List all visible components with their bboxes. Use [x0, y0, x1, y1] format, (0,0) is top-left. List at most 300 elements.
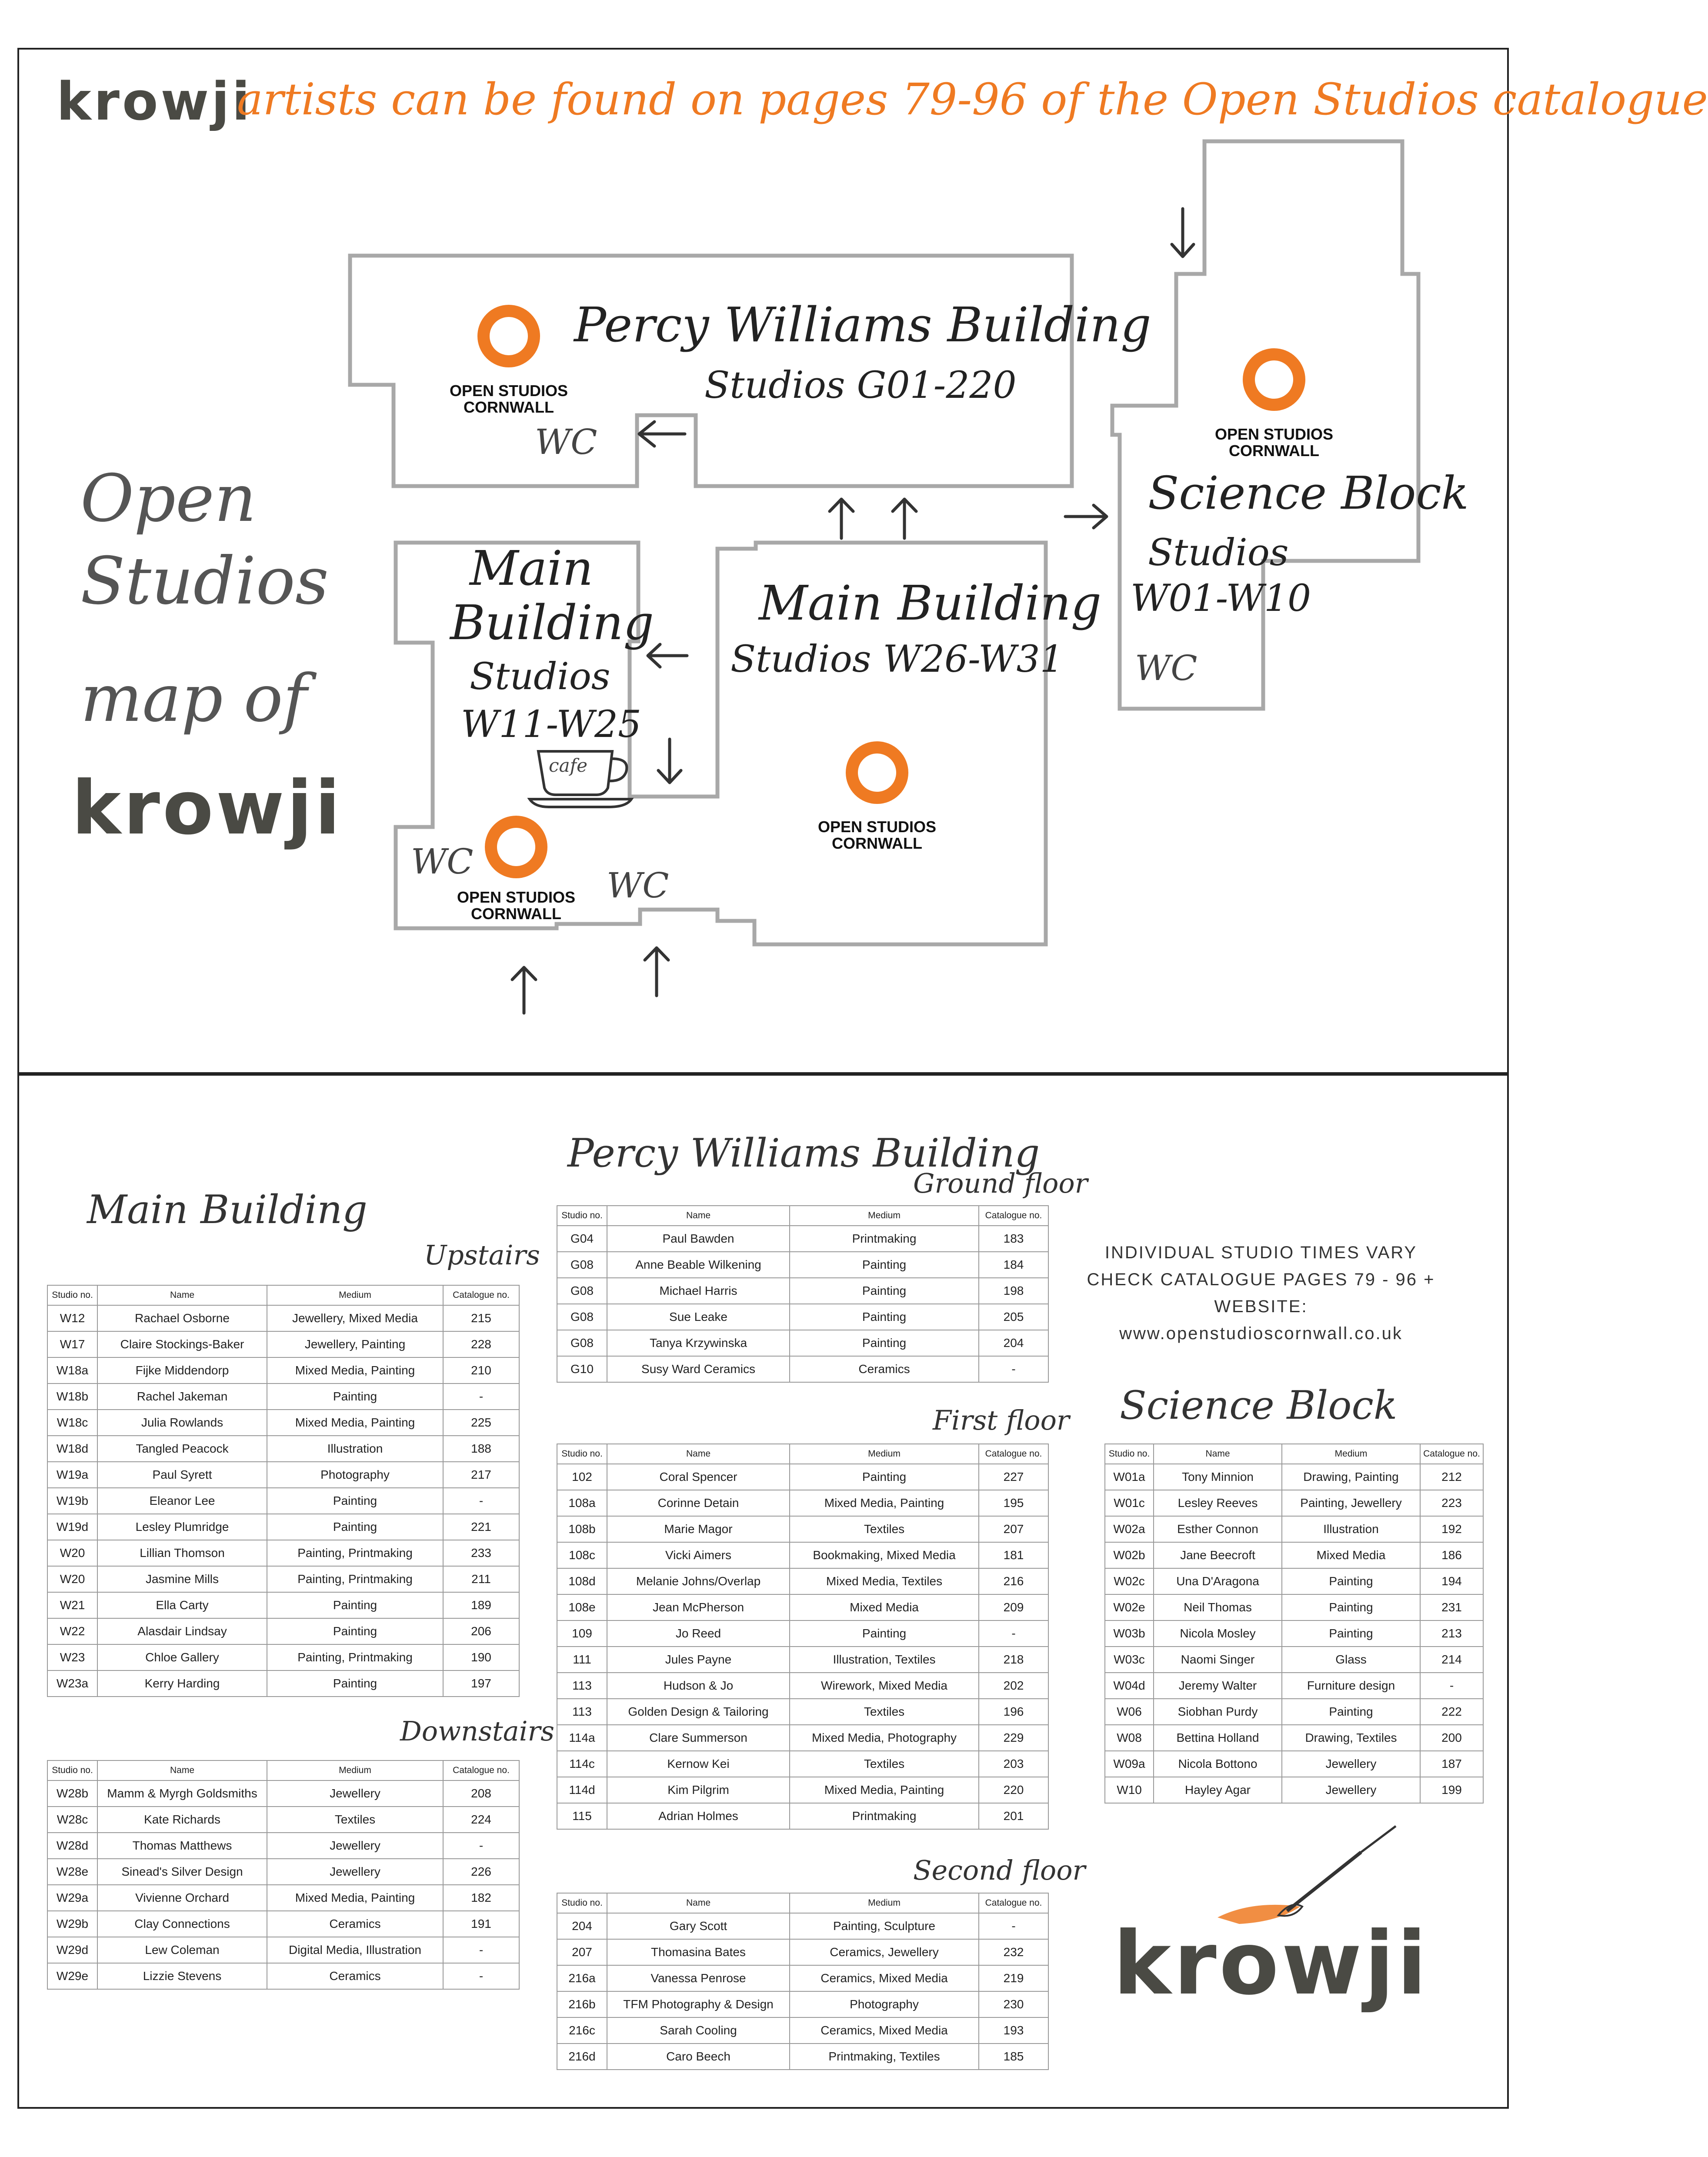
studio-number-cell: W18c — [47, 1410, 97, 1436]
studio-number-cell: G04 — [557, 1226, 607, 1252]
medium-cell: Textiles — [790, 1699, 979, 1725]
catalogue-number-cell: 218 — [979, 1647, 1048, 1673]
table-row — [557, 1673, 1048, 1699]
medium-cell: Painting — [790, 1464, 979, 1490]
table-row — [47, 1540, 519, 1566]
column-header: Studio no. — [557, 1444, 607, 1464]
studio-number-cell: W01a — [1105, 1464, 1154, 1490]
table-row — [1105, 1568, 1483, 1594]
studio-number-cell: 102 — [557, 1464, 607, 1490]
artist-name-cell: Golden Design & Tailoring — [607, 1699, 790, 1725]
catalogue-number-cell: 190 — [443, 1644, 519, 1670]
catalogue-number-cell: 211 — [443, 1566, 519, 1592]
catalogue-number-cell: 210 — [443, 1357, 519, 1384]
osc-label — [807, 819, 947, 852]
medium-cell: Ceramics — [267, 1911, 443, 1937]
catalogue-number-cell: 216 — [979, 1568, 1048, 1594]
main-left-studios: Studios — [470, 655, 610, 698]
studio-number-cell: 114d — [557, 1777, 607, 1803]
column-header: Name — [607, 1893, 790, 1913]
catalogue-number-cell: - — [443, 1488, 519, 1514]
osc-line: CORNWALL — [464, 398, 554, 416]
column-header: Studio no. — [47, 1285, 97, 1305]
table-row — [557, 1913, 1048, 1939]
studio-number-cell: W19b — [47, 1488, 97, 1514]
medium-cell: Mixed Media, Painting — [267, 1410, 443, 1436]
artist-name-cell: Mamm & Myrgh Goldsmiths — [97, 1780, 267, 1807]
percy-building-name: Percy Williams Building — [574, 297, 1151, 353]
catalogue-number-cell: 229 — [979, 1725, 1048, 1751]
studio-number-cell: 113 — [557, 1673, 607, 1699]
catalogue-number-cell: 181 — [979, 1542, 1048, 1568]
studio-number-cell: W29e — [47, 1963, 97, 1989]
main-upstairs-table — [47, 1285, 520, 1697]
artist-name-cell: Nicola Mosley — [1154, 1620, 1282, 1647]
column-header: Medium — [790, 1444, 979, 1464]
table-row — [47, 1331, 519, 1357]
catalogue-number-cell: 186 — [1420, 1542, 1483, 1568]
medium-cell: Mixed Media, Painting — [267, 1357, 443, 1384]
studio-number-cell: W21 — [47, 1592, 97, 1618]
table-row — [557, 1330, 1048, 1356]
table-header-row — [1105, 1444, 1483, 1464]
catalogue-number-cell: - — [443, 1963, 519, 1989]
catalogue-number-cell: 233 — [443, 1540, 519, 1566]
column-header: Studio no. — [557, 1206, 607, 1226]
medium-cell: Jewellery, Mixed Media — [267, 1305, 443, 1331]
medium-cell: Wirework, Mixed Media — [790, 1673, 979, 1699]
artist-name-cell: Paul Bawden — [607, 1226, 790, 1252]
map-title-line: Studios — [80, 543, 329, 619]
table-row — [557, 1939, 1048, 1965]
table-row — [557, 1647, 1048, 1673]
medium-cell: Jewellery — [1282, 1751, 1420, 1777]
medium-cell: Ceramics — [267, 1963, 443, 1989]
artist-name-cell: Clay Connections — [97, 1911, 267, 1937]
studio-number-cell: W20 — [47, 1566, 97, 1592]
catalogue-number-cell: 201 — [979, 1803, 1048, 1829]
column-header: Catalogue no. — [979, 1893, 1048, 1913]
medium-cell: Ceramics, Jewellery — [790, 1939, 979, 1965]
catalogue-number-cell: 182 — [443, 1885, 519, 1911]
studio-times-note — [1052, 1239, 1470, 1347]
artist-name-cell: Adrian Holmes — [607, 1803, 790, 1829]
column-header: Medium — [267, 1760, 443, 1780]
osc-line: CORNWALL — [471, 905, 561, 923]
info-line: INDIVIDUAL STUDIO TIMES VARY — [1104, 1243, 1418, 1262]
column-header: Medium — [790, 1893, 979, 1913]
catalogue-number-cell: 204 — [979, 1330, 1048, 1356]
artist-name-cell: Thomas Matthews — [97, 1833, 267, 1859]
cafe-label: cafe — [549, 755, 587, 776]
osc-ring-icon — [1249, 354, 1299, 405]
table-row — [1105, 1751, 1483, 1777]
artist-name-cell: Corinne Detain — [607, 1490, 790, 1516]
table-row — [47, 1807, 519, 1833]
artist-name-cell: Naomi Singer — [1154, 1647, 1282, 1673]
catalogue-number-cell: 226 — [443, 1859, 519, 1885]
medium-cell: Mixed Media, Photography — [790, 1725, 979, 1751]
table-row — [47, 1357, 519, 1384]
catalogue-number-cell: 225 — [443, 1410, 519, 1436]
artist-name-cell: Esther Connon — [1154, 1516, 1282, 1542]
artist-name-cell: Marie Magor — [607, 1516, 790, 1542]
studio-number-cell: 113 — [557, 1699, 607, 1725]
artist-name-cell: Kerry Harding — [97, 1670, 267, 1697]
catalogue-number-cell: 194 — [1420, 1568, 1483, 1594]
artist-name-cell: Rachael Osborne — [97, 1305, 267, 1331]
artist-name-cell: Lillian Thomson — [97, 1540, 267, 1566]
medium-cell: Drawing, Painting — [1282, 1464, 1420, 1490]
artist-name-cell: Jasmine Mills — [97, 1566, 267, 1592]
table-row — [557, 1278, 1048, 1304]
studio-number-cell: 109 — [557, 1620, 607, 1647]
table-row — [47, 1462, 519, 1488]
table-row — [557, 1516, 1048, 1542]
catalogue-number-cell: 217 — [443, 1462, 519, 1488]
table-row — [1105, 1516, 1483, 1542]
medium-cell: Painting — [267, 1618, 443, 1644]
medium-cell: Textiles — [790, 1751, 979, 1777]
table-row — [557, 1594, 1048, 1620]
medium-cell: Painting — [790, 1620, 979, 1647]
artist-name-cell: Michael Harris — [607, 1278, 790, 1304]
studio-number-cell: 114a — [557, 1725, 607, 1751]
catalogue-number-cell: 184 — [979, 1252, 1048, 1278]
catalogue-number-cell: 197 — [443, 1670, 519, 1697]
studio-number-cell: W02e — [1105, 1594, 1154, 1620]
osc-line: CORNWALL — [1229, 442, 1319, 460]
column-header: Medium — [267, 1285, 443, 1305]
medium-cell: Painting — [267, 1514, 443, 1540]
catalogue-number-cell: 193 — [979, 2017, 1048, 2044]
science-studios-range: W01-W10 — [1131, 577, 1311, 620]
artist-name-cell: Tangled Peacock — [97, 1436, 267, 1462]
medium-cell: Photography — [790, 1991, 979, 2017]
wc-label: WC — [607, 865, 669, 906]
column-header: Name — [97, 1760, 267, 1780]
medium-cell: Painting — [1282, 1568, 1420, 1594]
artist-name-cell: Neil Thomas — [1154, 1594, 1282, 1620]
studio-number-cell: W02a — [1105, 1516, 1154, 1542]
studio-number-cell: W28e — [47, 1859, 97, 1885]
table-row — [47, 1305, 519, 1331]
catalogue-number-cell: 214 — [1420, 1647, 1483, 1673]
studio-number-cell: 114c — [557, 1751, 607, 1777]
catalogue-number-cell: - — [979, 1620, 1048, 1647]
table-row — [1105, 1699, 1483, 1725]
medium-cell: Bookmaking, Mixed Media — [790, 1542, 979, 1568]
catalogue-number-cell: 230 — [979, 1991, 1048, 2017]
table-row — [557, 1490, 1048, 1516]
studio-number-cell: G08 — [557, 1252, 607, 1278]
catalogue-number-cell: 188 — [443, 1436, 519, 1462]
studio-number-cell: W09a — [1105, 1751, 1154, 1777]
artist-name-cell: Thomasina Bates — [607, 1939, 790, 1965]
percy-first-table — [557, 1444, 1049, 1830]
artist-name-cell: Kim Pilgrim — [607, 1777, 790, 1803]
catalogue-number-cell: 206 — [443, 1618, 519, 1644]
artist-name-cell: Nicola Bottono — [1154, 1751, 1282, 1777]
table-row — [47, 1566, 519, 1592]
studio-number-cell: 108e — [557, 1594, 607, 1620]
studio-number-cell: W22 — [47, 1618, 97, 1644]
medium-cell: Painting — [1282, 1620, 1420, 1647]
percy-studios-range: Studios G01-220 — [704, 364, 1017, 407]
medium-cell: Painting — [267, 1384, 443, 1410]
studio-number-cell: 207 — [557, 1939, 607, 1965]
osc-label — [439, 383, 578, 416]
osc-label — [1204, 426, 1344, 459]
table-header-row — [557, 1893, 1048, 1913]
studio-number-cell: W28d — [47, 1833, 97, 1859]
artist-name-cell: Gary Scott — [607, 1913, 790, 1939]
medium-cell: Illustration — [267, 1436, 443, 1462]
studio-number-cell: W28c — [47, 1807, 97, 1833]
arrow-up-icon — [830, 499, 853, 538]
table-row — [1105, 1542, 1483, 1568]
studio-number-cell: G08 — [557, 1278, 607, 1304]
medium-cell: Illustration — [1282, 1516, 1420, 1542]
catalogue-number-cell: 189 — [443, 1592, 519, 1618]
table-header-row — [47, 1760, 519, 1780]
arrow-up-icon — [893, 499, 916, 538]
column-header: Medium — [1282, 1444, 1420, 1464]
column-header: Catalogue no. — [443, 1285, 519, 1305]
artist-name-cell: Jane Beecroft — [1154, 1542, 1282, 1568]
column-header: Studio no. — [47, 1760, 97, 1780]
table-row — [47, 1885, 519, 1911]
medium-cell: Mixed Media, Painting — [790, 1490, 979, 1516]
artist-name-cell: Tony Minnion — [1154, 1464, 1282, 1490]
artist-name-cell: Rachel Jakeman — [97, 1384, 267, 1410]
table-row — [47, 1670, 519, 1697]
table-row — [557, 1699, 1048, 1725]
artist-name-cell: Lizzie Stevens — [97, 1963, 267, 1989]
column-header: Studio no. — [1105, 1444, 1154, 1464]
science-studios-label: Studios — [1148, 531, 1289, 574]
osc-line: CORNWALL — [832, 834, 922, 852]
catalogue-number-cell: 220 — [979, 1777, 1048, 1803]
medium-cell: Printmaking — [790, 1226, 979, 1252]
table-row — [557, 2044, 1048, 2070]
medium-cell: Illustration, Textiles — [790, 1647, 979, 1673]
medium-cell: Painting — [1282, 1699, 1420, 1725]
column-header: Name — [1154, 1444, 1282, 1464]
table-row — [557, 1568, 1048, 1594]
table-row — [47, 1963, 519, 1989]
catalogue-number-cell: - — [443, 1833, 519, 1859]
table-row — [557, 1620, 1048, 1647]
catalogue-number-cell: - — [443, 1937, 519, 1963]
table-header-row — [557, 1206, 1048, 1226]
percy-ground-table — [557, 1205, 1049, 1383]
table-row — [557, 1777, 1048, 1803]
artist-name-cell: Lesley Reeves — [1154, 1490, 1282, 1516]
catalogue-number-cell: - — [1420, 1673, 1483, 1699]
second-floor-label: Second floor — [913, 1854, 1086, 1886]
catalogue-number-cell: 198 — [979, 1278, 1048, 1304]
table-row — [47, 1833, 519, 1859]
catalogue-number-cell: - — [979, 1913, 1048, 1939]
studio-number-cell: 216a — [557, 1965, 607, 1991]
medium-cell: Drawing, Textiles — [1282, 1725, 1420, 1751]
science-block-table — [1104, 1444, 1484, 1804]
table-row — [47, 1592, 519, 1618]
main-building-title: Main Building — [87, 1187, 367, 1233]
medium-cell: Textiles — [267, 1807, 443, 1833]
artist-name-cell: Claire Stockings-Baker — [97, 1331, 267, 1357]
studio-number-cell: W18a — [47, 1357, 97, 1384]
artist-name-cell: Siobhan Purdy — [1154, 1699, 1282, 1725]
column-header: Catalogue no. — [443, 1760, 519, 1780]
medium-cell: Painting, Printmaking — [267, 1566, 443, 1592]
studio-number-cell: 108c — [557, 1542, 607, 1568]
header-logo: krowji — [57, 72, 253, 132]
artist-name-cell: Vivienne Orchard — [97, 1885, 267, 1911]
osc-ring-icon — [491, 822, 541, 872]
header-tagline: artists can be found on pages 79-96 of the Open Studios catalogue — [237, 74, 1708, 125]
table-row — [47, 1384, 519, 1410]
artist-name-cell: Paul Syrett — [97, 1462, 267, 1488]
table-row — [1105, 1464, 1483, 1490]
table-row — [557, 1542, 1048, 1568]
studio-number-cell: W02b — [1105, 1542, 1154, 1568]
medium-cell: Mixed Media — [1282, 1542, 1420, 1568]
medium-cell: Printmaking, Textiles — [790, 2044, 979, 2070]
column-header: Catalogue no. — [979, 1444, 1048, 1464]
upstairs-label: Upstairs — [424, 1239, 540, 1271]
medium-cell: Painting, Printmaking — [267, 1644, 443, 1670]
catalogue-number-cell: 223 — [1420, 1490, 1483, 1516]
table-row — [557, 1965, 1048, 1991]
medium-cell: Ceramics, Mixed Media — [790, 2017, 979, 2044]
studio-number-cell: W01c — [1105, 1490, 1154, 1516]
wc-label: WC — [1135, 648, 1198, 688]
medium-cell: Textiles — [790, 1516, 979, 1542]
catalogue-number-cell: 212 — [1420, 1464, 1483, 1490]
site-map — [0, 0, 1525, 1074]
medium-cell: Painting — [790, 1252, 979, 1278]
catalogue-number-cell: 221 — [443, 1514, 519, 1540]
medium-cell: Jewellery, Painting — [267, 1331, 443, 1357]
studio-number-cell: G08 — [557, 1304, 607, 1330]
artist-name-cell: Fijke Middendorp — [97, 1357, 267, 1384]
osc-ring-icon — [484, 311, 534, 361]
studio-number-cell: W18b — [47, 1384, 97, 1410]
studio-number-cell: W03c — [1105, 1647, 1154, 1673]
artist-name-cell: Lesley Plumridge — [97, 1514, 267, 1540]
studio-number-cell: W19a — [47, 1462, 97, 1488]
medium-cell: Ceramics, Mixed Media — [790, 1965, 979, 1991]
osc-line: OPEN STUDIOS — [457, 888, 576, 906]
medium-cell: Furniture design — [1282, 1673, 1420, 1699]
table-row — [557, 1226, 1048, 1252]
studio-number-cell: W18d — [47, 1436, 97, 1462]
medium-cell: Ceramics — [790, 1356, 979, 1382]
catalogue-number-cell: 202 — [979, 1673, 1048, 1699]
column-header: Medium — [790, 1206, 979, 1226]
wc-label: WC — [411, 841, 474, 882]
artist-name-cell: Kate Richards — [97, 1807, 267, 1833]
artist-name-cell: Vanessa Penrose — [607, 1965, 790, 1991]
medium-cell: Painting, Sculpture — [790, 1913, 979, 1939]
table-row — [557, 1725, 1048, 1751]
studio-number-cell: W02c — [1105, 1568, 1154, 1594]
catalogue-number-cell: 183 — [979, 1226, 1048, 1252]
artist-name-cell: TFM Photography & Design — [607, 1991, 790, 2017]
studio-number-cell: W20 — [47, 1540, 97, 1566]
artist-name-cell: Sinead's Silver Design — [97, 1859, 267, 1885]
studio-number-cell: W03b — [1105, 1620, 1154, 1647]
table-row — [47, 1911, 519, 1937]
catalogue-number-cell: 219 — [979, 1965, 1048, 1991]
main-left-name: Building — [450, 595, 654, 650]
arrow-right-science-icon — [1065, 505, 1107, 528]
column-header: Catalogue no. — [979, 1206, 1048, 1226]
catalogue-number-cell: 187 — [1420, 1751, 1483, 1777]
artist-name-cell: Hayley Agar — [1154, 1777, 1282, 1803]
table-row — [557, 1803, 1048, 1829]
info-line: CHECK CATALOGUE PAGES 79 - 96 + WEBSITE: — [1087, 1270, 1435, 1316]
artist-name-cell: Jules Payne — [607, 1647, 790, 1673]
arrow-down-main-icon — [658, 739, 681, 783]
medium-cell: Painting — [267, 1488, 443, 1514]
medium-cell: Painting — [790, 1278, 979, 1304]
osc-line: OPEN STUDIOS — [1214, 425, 1334, 443]
column-header: Name — [607, 1444, 790, 1464]
table-row — [47, 1618, 519, 1644]
medium-cell: Glass — [1282, 1647, 1420, 1673]
studio-number-cell: W23a — [47, 1670, 97, 1697]
column-header: Name — [97, 1285, 267, 1305]
osc-label — [447, 889, 586, 922]
catalogue-number-cell: 222 — [1420, 1699, 1483, 1725]
artist-name-cell: Julia Rowlands — [97, 1410, 267, 1436]
table-row — [1105, 1777, 1483, 1803]
table-row — [557, 2017, 1048, 2044]
wc-label: WC — [535, 422, 597, 462]
catalogue-number-cell: 185 — [979, 2044, 1048, 2070]
studio-number-cell: G10 — [557, 1356, 607, 1382]
arrow-left-percy-icon — [639, 422, 685, 446]
medium-cell: Printmaking — [790, 1803, 979, 1829]
medium-cell: Jewellery — [267, 1833, 443, 1859]
table-row — [557, 1751, 1048, 1777]
info-website: www.openstudioscornwall.co.uk — [1119, 1324, 1403, 1343]
map-title-line: Open — [80, 461, 257, 537]
artist-name-cell: Vicki Aimers — [607, 1542, 790, 1568]
science-block-title: Science Block — [1120, 1383, 1398, 1428]
medium-cell: Painting — [267, 1670, 443, 1697]
artist-name-cell: Melanie Johns/Overlap — [607, 1568, 790, 1594]
artist-name-cell: Hudson & Jo — [607, 1673, 790, 1699]
table-row — [557, 1991, 1048, 2017]
ground-floor-label: Ground floor — [913, 1167, 1088, 1199]
artist-name-cell: Sarah Cooling — [607, 2017, 790, 2044]
studio-number-cell: 111 — [557, 1647, 607, 1673]
artist-name-cell: Bettina Holland — [1154, 1725, 1282, 1751]
catalogue-number-cell: 215 — [443, 1305, 519, 1331]
catalogue-number-cell: 207 — [979, 1516, 1048, 1542]
artist-name-cell: Susy Ward Ceramics — [607, 1356, 790, 1382]
map-title-line: map of — [80, 661, 307, 737]
main-left-name: Main — [470, 540, 594, 596]
artist-name-cell: Jean McPherson — [607, 1594, 790, 1620]
catalogue-number-cell: 203 — [979, 1751, 1048, 1777]
footer-logo: krowji — [1113, 1913, 1429, 2014]
arrow-up-entrance-icon — [512, 967, 536, 1013]
